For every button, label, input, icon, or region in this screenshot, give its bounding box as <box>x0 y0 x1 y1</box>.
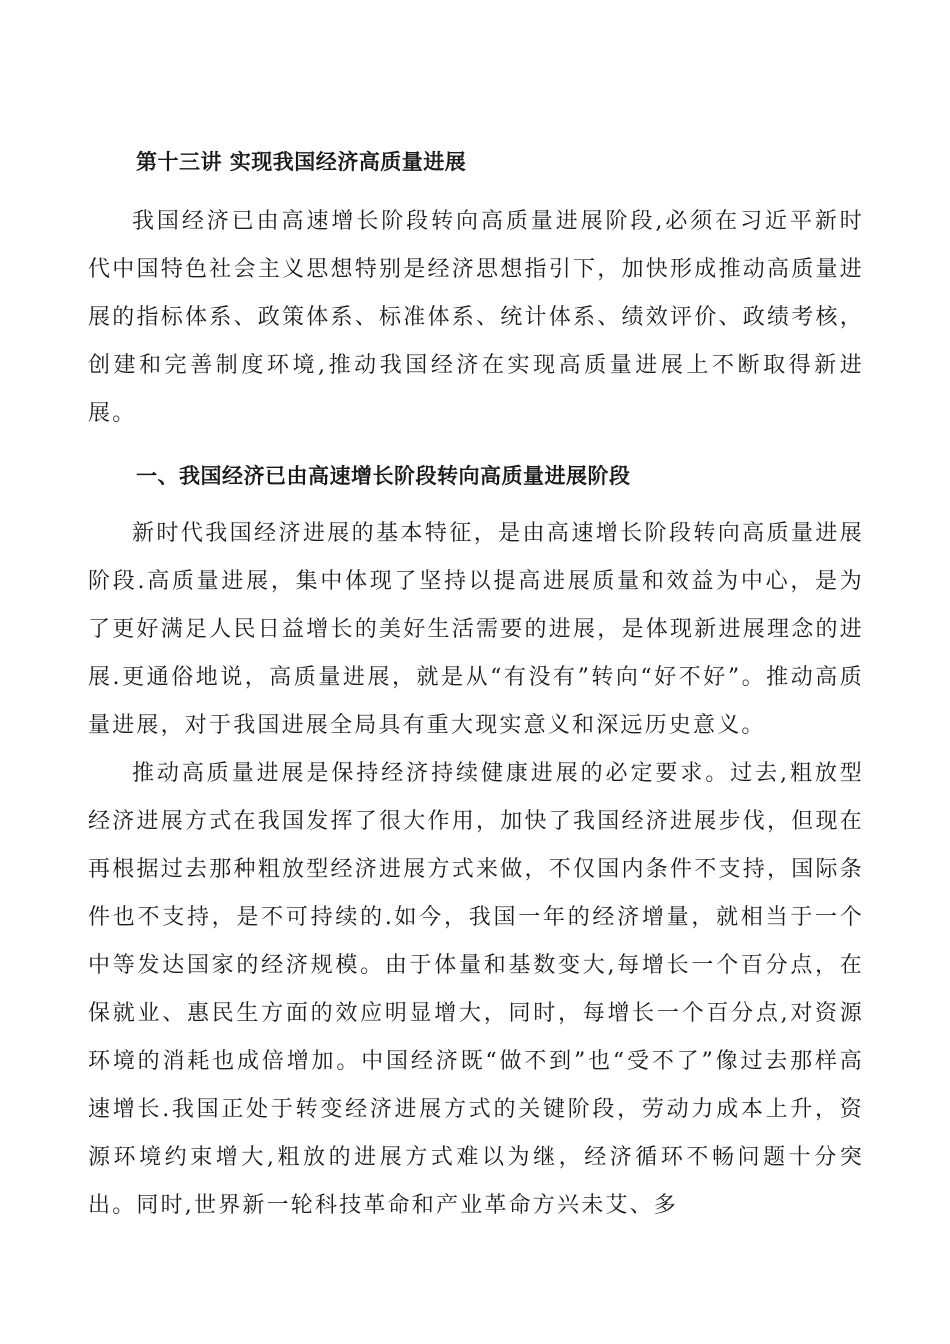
document-page <box>88 138 864 1230</box>
intro-paragraph: 我国经济已由高速增长阶段转向高质量进展阶段,必须在习近平新时代中国特色社会主义思想特别是经济思想指引下，加快形成推动高质量进展的指标体系、政策体系、标准体系、统计体系、绩效评价、政绩考核，创建和完善制度环境,推动我国经济在实现高质量进展上不断取得新进展。 <box>88 209 864 426</box>
title-spacer <box>88 186 864 198</box>
document-title: 第十三讲 实现我国经济高质量进展 <box>136 150 467 174</box>
body-paragraph-2: 推动高质量进展是保持经济持续健康进展的必定要求。过去,粗放型经济进展方式在我国发挥了很大作用，加快了我国经济进展步伐，但现在再根据过去那种粗放型经济进展方式来做，不仅国内条件不支持，国际条件也不支持，是不可持续的.如今，我国一年的经济增量，就相当于一个中等发达国家的经济规模。由于体量和基数变大,每增长一个百分点，在保就业、惠民生方面的效应明显增大，同时，每增长一个百分点,对资源环境的消耗也成倍增加。中国经济既“做不到”也“受不了”像过去那样高速增长.我国正处于转变经济进展方式的关键阶段，劳动力成本上升，资源环境约束增大,粗放的进展方式难以为继，经济循环不畅问题十分突出。同时,世界新一轮科技革命和产业革命方兴未艾、多 <box>88 761 864 1218</box>
section-heading: 一、我国经济已由高速增长阶段转向高质量进展阶段 <box>136 464 631 488</box>
body-paragraph-1: 新时代我国经济进展的基本特征，是由高速增长阶段转向高质量进展阶段.高质量进展，集中体现了坚持以提高进展质量和效益为中心，是为了更好满足人民日益增长的美好生活需要的进展，是体现新进展理念的进展.更通俗地说，高质量进展，就是从“有没有”转向“好不好”。推动高质量进展，对于我国进展全局具有重大现实意义和深远历史意义。 <box>88 521 864 738</box>
